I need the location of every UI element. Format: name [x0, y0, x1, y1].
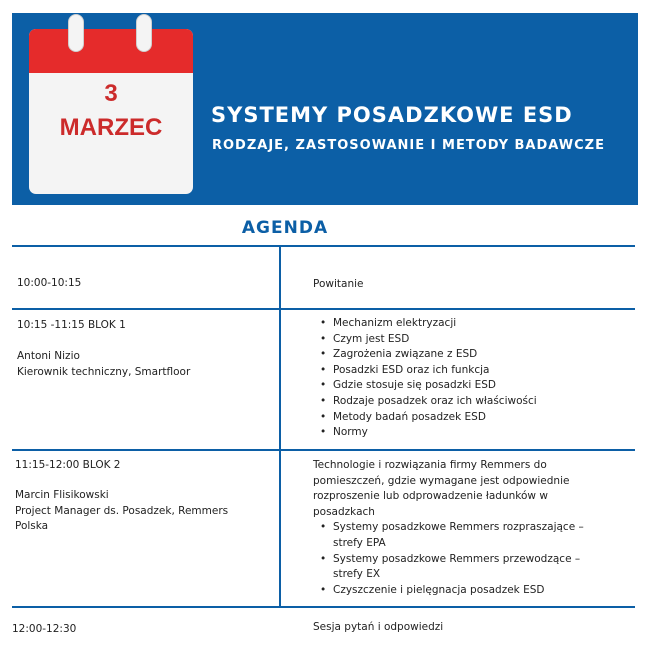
list-item: • Czym jest ESD — [313, 332, 537, 348]
agenda-heading: AGENDA — [241, 218, 329, 238]
row-content — [313, 458, 584, 598]
calendar-ring-left — [68, 14, 84, 52]
list-item: • Gdzie stosuje się posadzki ESD — [313, 378, 537, 394]
intro-line: posadzkach — [313, 505, 375, 518]
list-item: • Zagrożenia związane z ESD — [313, 347, 537, 363]
row-time: 12:00-12:30 — [12, 623, 77, 635]
list-item-text: Systemy posadzkowe Remmers rozpraszające – — [333, 521, 584, 534]
intro-line: pomieszczeń, gdzie wymagane jest odpowiednie — [313, 474, 570, 487]
table-divider — [12, 606, 635, 608]
event-subtitle: RODZAJE, ZASTOSOWANIE I METODY BADAWCZE — [212, 138, 605, 153]
row-content: Powitanie — [313, 278, 364, 290]
speaker-role: Polska — [15, 520, 49, 532]
intro-line: rozproszenie lub odprowadzenie ładunków w — [313, 490, 548, 503]
list-item — [313, 552, 584, 583]
row-time: 11:15-12:00 BLOK 2 — [15, 459, 121, 471]
list-item-text: Systemy posadzkowe Remmers przewodzące – — [333, 552, 581, 565]
intro-line: Technologie i rozwiązania firmy Remmers do — [313, 459, 547, 471]
calendar-ring-right — [136, 14, 152, 52]
list-item: • Posadzki ESD oraz ich funkcja — [313, 363, 537, 379]
list-item: • Metody badań posadzek ESD — [313, 410, 537, 426]
list-item: • Normy — [313, 425, 537, 441]
table-divider — [12, 245, 635, 247]
row-time: 10:15 -11:15 BLOK 1 — [17, 319, 126, 331]
event-month: MARZEC — [59, 114, 163, 141]
speaker-role: Project Manager ds. Posadzek, Remmers — [15, 505, 229, 517]
list-item — [313, 583, 584, 599]
row-time: 10:00-10:15 — [17, 277, 82, 289]
list-item-text: strefy EPA — [333, 536, 386, 549]
table-divider — [12, 449, 635, 451]
topic-list — [313, 520, 584, 598]
event-day: 3 — [104, 80, 118, 107]
calendar-icon — [29, 29, 193, 194]
topic-list — [313, 316, 537, 441]
event-title: SYSTEMY POSADZKOWE ESD — [211, 103, 573, 127]
table-divider — [12, 308, 635, 310]
speaker-role: Kierownik techniczny, Smartfloor — [17, 366, 191, 378]
speaker-name: Marcin Flisikowski — [15, 489, 109, 501]
list-item-text: Czyszczenie i pielęgnacja posadzek ESD — [333, 583, 545, 596]
list-item: • Rodzaje posadzek oraz ich właściwości — [313, 394, 537, 410]
list-item-text: strefy EX — [333, 568, 381, 581]
table-column-divider — [279, 246, 281, 608]
list-item: • Mechanizm elektryzacji — [313, 316, 537, 332]
calendar-header — [29, 29, 193, 73]
speaker-name: Antoni Nizio — [17, 350, 80, 362]
row-content: Sesja pytań i odpowiedzi — [313, 621, 444, 633]
list-item — [313, 520, 584, 551]
